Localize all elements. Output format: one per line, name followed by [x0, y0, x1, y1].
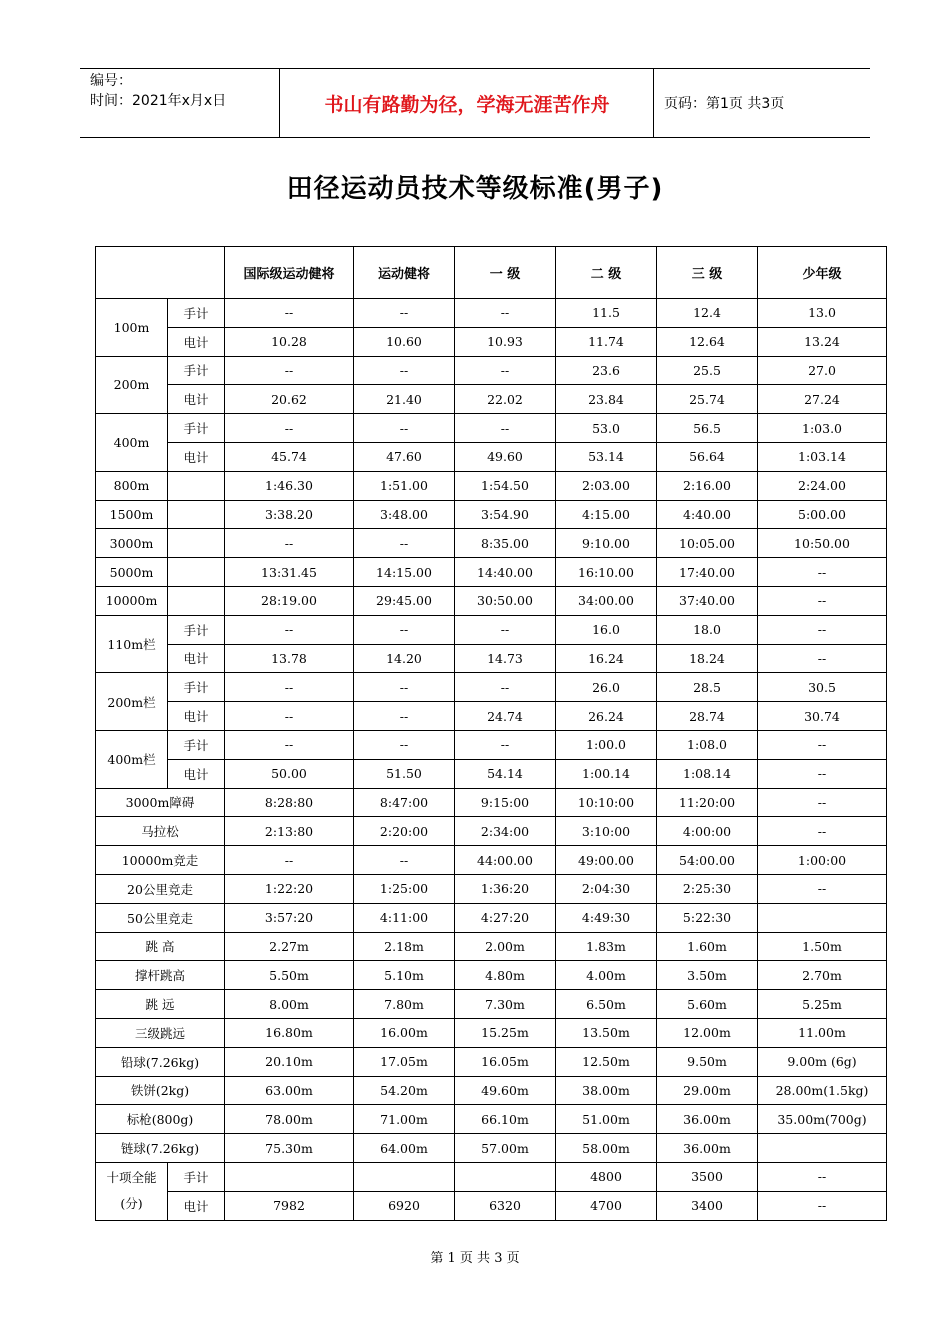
grade-value: 4:11:00 — [354, 903, 455, 932]
grade-value: 14:15.00 — [354, 558, 455, 587]
timing-type: 手计 — [168, 299, 225, 328]
grade-value: 5.25m — [758, 990, 887, 1019]
grade-value: 4:40.00 — [657, 500, 758, 529]
page-title: 田径运动员技术等级标准(男子) — [286, 174, 664, 204]
grade-value: -- — [455, 615, 556, 644]
timing-type: 电计 — [168, 442, 225, 471]
grade-value: 54.14 — [455, 759, 556, 788]
grade-value: 1:25:00 — [354, 874, 455, 903]
timing-type: 电计 — [168, 644, 225, 673]
table-row — [96, 932, 887, 961]
grade-value: 29.00m — [657, 1076, 758, 1105]
table-row — [96, 1105, 887, 1134]
grade-value: 7.30m — [455, 990, 556, 1019]
grade-value — [758, 903, 887, 932]
event-name: 110m栏 — [96, 615, 168, 673]
grade-value: 4800 — [556, 1162, 657, 1191]
grade-value: 64.00m — [354, 1134, 455, 1163]
event-name: 50公里竞走 — [96, 903, 225, 932]
grade-value: 10:10:00 — [556, 788, 657, 817]
grade-value: 13.24 — [758, 327, 887, 356]
grade-value: -- — [455, 673, 556, 702]
grade-value: 35.00m(700g) — [758, 1105, 887, 1134]
event-name: 链球(7.26kg) — [96, 1134, 225, 1163]
grade-value: 6920 — [354, 1191, 455, 1220]
grade-value: -- — [758, 788, 887, 817]
grade-value: 71.00m — [354, 1105, 455, 1134]
grade-value: 1:00.14 — [556, 759, 657, 788]
grade-value: 7982 — [225, 1191, 354, 1220]
grade-value: -- — [225, 356, 354, 385]
grade-value: 8.00m — [225, 990, 354, 1019]
event-name: 20公里竞走 — [96, 874, 225, 903]
column-header: 运动健将 — [354, 247, 455, 299]
grade-value: 27.24 — [758, 385, 887, 414]
grade-value: 14:40.00 — [455, 558, 556, 587]
timing-type: 手计 — [168, 356, 225, 385]
grade-value: 10:05.00 — [657, 529, 758, 558]
column-header: 少年级 — [758, 247, 887, 299]
table-row — [96, 558, 887, 587]
event-name: 200m — [96, 356, 168, 414]
grade-value: 13:31.45 — [225, 558, 354, 587]
table-row — [96, 529, 887, 558]
table-header-row — [96, 247, 887, 299]
grade-value: 17.05m — [354, 1047, 455, 1076]
grade-value: 78.00m — [225, 1105, 354, 1134]
grade-value: -- — [225, 414, 354, 443]
grade-value: -- — [225, 529, 354, 558]
timing-type: 手计 — [168, 414, 225, 443]
grade-value: -- — [455, 299, 556, 328]
grade-value: 1:22:20 — [225, 874, 354, 903]
table-row — [96, 586, 887, 615]
grade-value: 13.50m — [556, 1018, 657, 1047]
grade-value: 49.60 — [455, 442, 556, 471]
grade-value: -- — [758, 615, 887, 644]
grade-value: 11.00m — [758, 1018, 887, 1047]
table-row — [96, 990, 887, 1019]
grade-value: 36.00m — [657, 1105, 758, 1134]
grade-value: 16.0 — [556, 615, 657, 644]
event-name: 800m — [96, 471, 168, 500]
grade-value: -- — [455, 730, 556, 759]
grade-value: -- — [758, 817, 887, 846]
timing-type-blank — [168, 586, 225, 615]
table-row — [96, 414, 887, 443]
grade-value: 1:03.0 — [758, 414, 887, 443]
timing-type: 电计 — [168, 327, 225, 356]
event-name: 马拉松 — [96, 817, 225, 846]
grade-value: 28.00m(1.5kg) — [758, 1076, 887, 1105]
table-row — [96, 730, 887, 759]
grade-value: 3:54.90 — [455, 500, 556, 529]
grade-value: 38.00m — [556, 1076, 657, 1105]
grade-value: 50.00 — [225, 759, 354, 788]
grade-value: 25.5 — [657, 356, 758, 385]
grade-value: 58.00m — [556, 1134, 657, 1163]
grade-value: 10:50.00 — [758, 529, 887, 558]
page-footer: 第 1 页 共 3 页 — [430, 1251, 520, 1266]
grade-value: -- — [455, 414, 556, 443]
grade-value: 20.10m — [225, 1047, 354, 1076]
event-name: 十项全能(分) — [96, 1162, 168, 1220]
grade-value: 1:00:00 — [758, 846, 887, 875]
column-header: 三 级 — [657, 247, 758, 299]
event-name: 铅球(7.26kg) — [96, 1047, 225, 1076]
grade-value: 51.00m — [556, 1105, 657, 1134]
grade-value: 18.0 — [657, 615, 758, 644]
grade-value: -- — [758, 1191, 887, 1220]
grade-value: 5:22:30 — [657, 903, 758, 932]
grade-value: 57.00m — [455, 1134, 556, 1163]
grade-value: 1.60m — [657, 932, 758, 961]
grade-value: 54:00.00 — [657, 846, 758, 875]
header-page-label: 页码：第1页 共3页 — [664, 96, 785, 112]
grade-value: 1:00.0 — [556, 730, 657, 759]
grade-value: 2.70m — [758, 961, 887, 990]
grade-value: 2.00m — [455, 932, 556, 961]
timing-type-blank — [168, 529, 225, 558]
grade-value: 2:24.00 — [758, 471, 887, 500]
grade-value: 2.18m — [354, 932, 455, 961]
grade-value: -- — [354, 615, 455, 644]
event-name: 10000m — [96, 586, 168, 615]
grade-value: 51.50 — [354, 759, 455, 788]
grade-value: -- — [225, 730, 354, 759]
grade-value: 26.24 — [556, 702, 657, 731]
grade-value: 3.50m — [657, 961, 758, 990]
event-name: 5000m — [96, 558, 168, 587]
grade-value: -- — [354, 356, 455, 385]
grade-value: 25.74 — [657, 385, 758, 414]
grade-value: 26.0 — [556, 673, 657, 702]
table-row — [96, 615, 887, 644]
table-row — [96, 385, 887, 414]
timing-type: 电计 — [168, 385, 225, 414]
grade-value: 2:34:00 — [455, 817, 556, 846]
grade-value: 28:19.00 — [225, 586, 354, 615]
grade-value: 45.74 — [225, 442, 354, 471]
grade-value: 1:36:20 — [455, 874, 556, 903]
number-label: 编号： — [90, 73, 132, 89]
grade-value: 3:38.20 — [225, 500, 354, 529]
grade-value: 9:15:00 — [455, 788, 556, 817]
grade-value: 14.73 — [455, 644, 556, 673]
column-header: 一 级 — [455, 247, 556, 299]
grade-value: 2.27m — [225, 932, 354, 961]
event-name: 400m — [96, 414, 168, 472]
grade-value: 4:15.00 — [556, 500, 657, 529]
timing-type: 手计 — [168, 615, 225, 644]
table-row — [96, 874, 887, 903]
grade-value: 49.60m — [455, 1076, 556, 1105]
grade-value: 1:51.00 — [354, 471, 455, 500]
grade-value: -- — [354, 414, 455, 443]
table-row — [96, 356, 887, 385]
table-row — [96, 702, 887, 731]
grade-value: 24.74 — [455, 702, 556, 731]
event-name: 1500m — [96, 500, 168, 529]
grade-value: 11:20:00 — [657, 788, 758, 817]
timing-type: 电计 — [168, 1191, 225, 1220]
grade-value: 4.80m — [455, 961, 556, 990]
grade-value: 21.40 — [354, 385, 455, 414]
grade-value: 2:16.00 — [657, 471, 758, 500]
grade-value: 8:28:80 — [225, 788, 354, 817]
grade-value: -- — [758, 644, 887, 673]
header-meta — [80, 69, 280, 137]
document-header — [80, 68, 870, 138]
event-name: 跳 远 — [96, 990, 225, 1019]
grade-value: 4:49:30 — [556, 903, 657, 932]
grade-value: -- — [225, 615, 354, 644]
grade-value: 16.00m — [354, 1018, 455, 1047]
timing-type: 手计 — [168, 730, 225, 759]
grade-value: 2:20:00 — [354, 817, 455, 846]
grade-value: 10.93 — [455, 327, 556, 356]
header-motto: 书山有路勤为径，学海无涯苦作舟 — [281, 69, 654, 137]
grade-value: -- — [455, 356, 556, 385]
grade-value — [354, 1162, 455, 1191]
table-row — [96, 1047, 887, 1076]
grade-value: 56.5 — [657, 414, 758, 443]
event-name: 三级跳远 — [96, 1018, 225, 1047]
grade-value: 44:00.00 — [455, 846, 556, 875]
grade-value: 75.30m — [225, 1134, 354, 1163]
grade-value: 6.50m — [556, 990, 657, 1019]
grade-value: 22.02 — [455, 385, 556, 414]
grade-value: 23.84 — [556, 385, 657, 414]
grade-value — [455, 1162, 556, 1191]
grade-value: 29:45.00 — [354, 586, 455, 615]
column-header: 国际级运动健将 — [225, 247, 354, 299]
grade-value: 34:00.00 — [556, 586, 657, 615]
grade-value: -- — [225, 846, 354, 875]
table-row — [96, 1191, 887, 1220]
header-corner — [96, 247, 225, 299]
grade-value: 3:10:00 — [556, 817, 657, 846]
event-name: 标枪(800g) — [96, 1105, 225, 1134]
event-name: 200m栏 — [96, 673, 168, 731]
grade-value: 3500 — [657, 1162, 758, 1191]
table-row — [96, 1134, 887, 1163]
grade-value: 1:54.50 — [455, 471, 556, 500]
grade-value: 3:48.00 — [354, 500, 455, 529]
grade-value: 11.5 — [556, 299, 657, 328]
table-row — [96, 846, 887, 875]
grade-value: 1.50m — [758, 932, 887, 961]
grade-value: -- — [758, 586, 887, 615]
grade-value: 10.28 — [225, 327, 354, 356]
grade-value: 1:08.0 — [657, 730, 758, 759]
grade-value: 30.5 — [758, 673, 887, 702]
table-row — [96, 299, 887, 328]
table-row — [96, 442, 887, 471]
grade-value: 12.4 — [657, 299, 758, 328]
grade-value: 30:50.00 — [455, 586, 556, 615]
table-row — [96, 759, 887, 788]
grade-value: 8:35.00 — [455, 529, 556, 558]
grade-value: -- — [758, 558, 887, 587]
grade-value: 63.00m — [225, 1076, 354, 1105]
timing-type: 手计 — [168, 673, 225, 702]
column-header: 二 级 — [556, 247, 657, 299]
table-row — [96, 644, 887, 673]
grade-value: 10.60 — [354, 327, 455, 356]
table-row — [96, 817, 887, 846]
grade-value: 1.83m — [556, 932, 657, 961]
table-row — [96, 788, 887, 817]
grade-value: 2:03.00 — [556, 471, 657, 500]
timing-type-blank — [168, 471, 225, 500]
grade-value: 12.00m — [657, 1018, 758, 1047]
table-row — [96, 961, 887, 990]
grade-value: 5.10m — [354, 961, 455, 990]
event-name: 3000m障碍 — [96, 788, 225, 817]
grade-value: 4:00:00 — [657, 817, 758, 846]
table-row — [96, 903, 887, 932]
grade-value: 2:04:30 — [556, 874, 657, 903]
grade-value: 8:47:00 — [354, 788, 455, 817]
event-name: 400m栏 — [96, 730, 168, 788]
grade-value: -- — [758, 1162, 887, 1191]
event-name: 撑杆跳高 — [96, 961, 225, 990]
table-row — [96, 500, 887, 529]
grade-value: 5:00.00 — [758, 500, 887, 529]
table-row — [96, 673, 887, 702]
grade-value: 4700 — [556, 1191, 657, 1220]
grade-value: 5.50m — [225, 961, 354, 990]
grade-value: -- — [758, 730, 887, 759]
table-row — [96, 327, 887, 356]
grade-value: 30.74 — [758, 702, 887, 731]
grade-value: -- — [225, 299, 354, 328]
timing-type-blank — [168, 500, 225, 529]
grade-value: 2:25:30 — [657, 874, 758, 903]
time-label: 时间：2021年x月x日 — [90, 93, 227, 109]
grade-value: 4.00m — [556, 961, 657, 990]
grade-value: 6320 — [455, 1191, 556, 1220]
grade-value: -- — [225, 702, 354, 731]
grade-value: 12.50m — [556, 1047, 657, 1076]
table-row — [96, 1018, 887, 1047]
grade-value: 2:13:80 — [225, 817, 354, 846]
grade-value: 9:10.00 — [556, 529, 657, 558]
grade-value — [225, 1162, 354, 1191]
grade-value: 16:10.00 — [556, 558, 657, 587]
grade-value: 20.62 — [225, 385, 354, 414]
grade-value: 11.74 — [556, 327, 657, 356]
grade-value: 23.6 — [556, 356, 657, 385]
grade-value: 7.80m — [354, 990, 455, 1019]
grade-value: 27.0 — [758, 356, 887, 385]
grade-value: 37:40.00 — [657, 586, 758, 615]
grade-value: -- — [354, 529, 455, 558]
grade-value: 16.05m — [455, 1047, 556, 1076]
timing-type: 电计 — [168, 702, 225, 731]
timing-type: 电计 — [168, 759, 225, 788]
grade-value: 9.50m — [657, 1047, 758, 1076]
grade-value: 14.20 — [354, 644, 455, 673]
grade-value: 56.64 — [657, 442, 758, 471]
grade-value: -- — [354, 299, 455, 328]
grade-value: -- — [354, 846, 455, 875]
grade-value: 16.80m — [225, 1018, 354, 1047]
grade-value: 66.10m — [455, 1105, 556, 1134]
grade-value: 16.24 — [556, 644, 657, 673]
grade-value: 1:46.30 — [225, 471, 354, 500]
event-name: 100m — [96, 299, 168, 357]
grade-standard-table — [95, 246, 887, 1221]
grade-value: 4:27:20 — [455, 903, 556, 932]
grade-value: 54.20m — [354, 1076, 455, 1105]
grade-value: 5.60m — [657, 990, 758, 1019]
grade-value: 17:40.00 — [657, 558, 758, 587]
table-row — [96, 471, 887, 500]
grade-value: 1:08.14 — [657, 759, 758, 788]
table-row — [96, 1076, 887, 1105]
grade-value: 3400 — [657, 1191, 758, 1220]
table-row — [96, 1162, 887, 1191]
grade-value — [758, 1134, 887, 1163]
grade-value: 36.00m — [657, 1134, 758, 1163]
grade-value: -- — [354, 730, 455, 759]
grade-value: 53.14 — [556, 442, 657, 471]
grade-value: -- — [225, 673, 354, 702]
timing-type: 手计 — [168, 1162, 225, 1191]
grade-value: -- — [354, 702, 455, 731]
grade-value: 3:57:20 — [225, 903, 354, 932]
event-name: 铁饼(2kg) — [96, 1076, 225, 1105]
grade-value: 28.74 — [657, 702, 758, 731]
grade-value: 28.5 — [657, 673, 758, 702]
event-name: 3000m — [96, 529, 168, 558]
grade-value: -- — [354, 673, 455, 702]
grade-value: -- — [758, 759, 887, 788]
grade-value: 53.0 — [556, 414, 657, 443]
grade-value: 12.64 — [657, 327, 758, 356]
table-body — [96, 299, 887, 1221]
grade-value: 18.24 — [657, 644, 758, 673]
grade-value: 13.78 — [225, 644, 354, 673]
grade-value: 49:00.00 — [556, 846, 657, 875]
timing-type-blank — [168, 558, 225, 587]
event-name: 跳 高 — [96, 932, 225, 961]
grade-value: 9.00m (6g) — [758, 1047, 887, 1076]
event-name: 10000m竞走 — [96, 846, 225, 875]
grade-value: 13.0 — [758, 299, 887, 328]
grade-value: 15.25m — [455, 1018, 556, 1047]
grade-value: 1:03.14 — [758, 442, 887, 471]
grade-value: 47.60 — [354, 442, 455, 471]
grade-value: -- — [758, 874, 887, 903]
